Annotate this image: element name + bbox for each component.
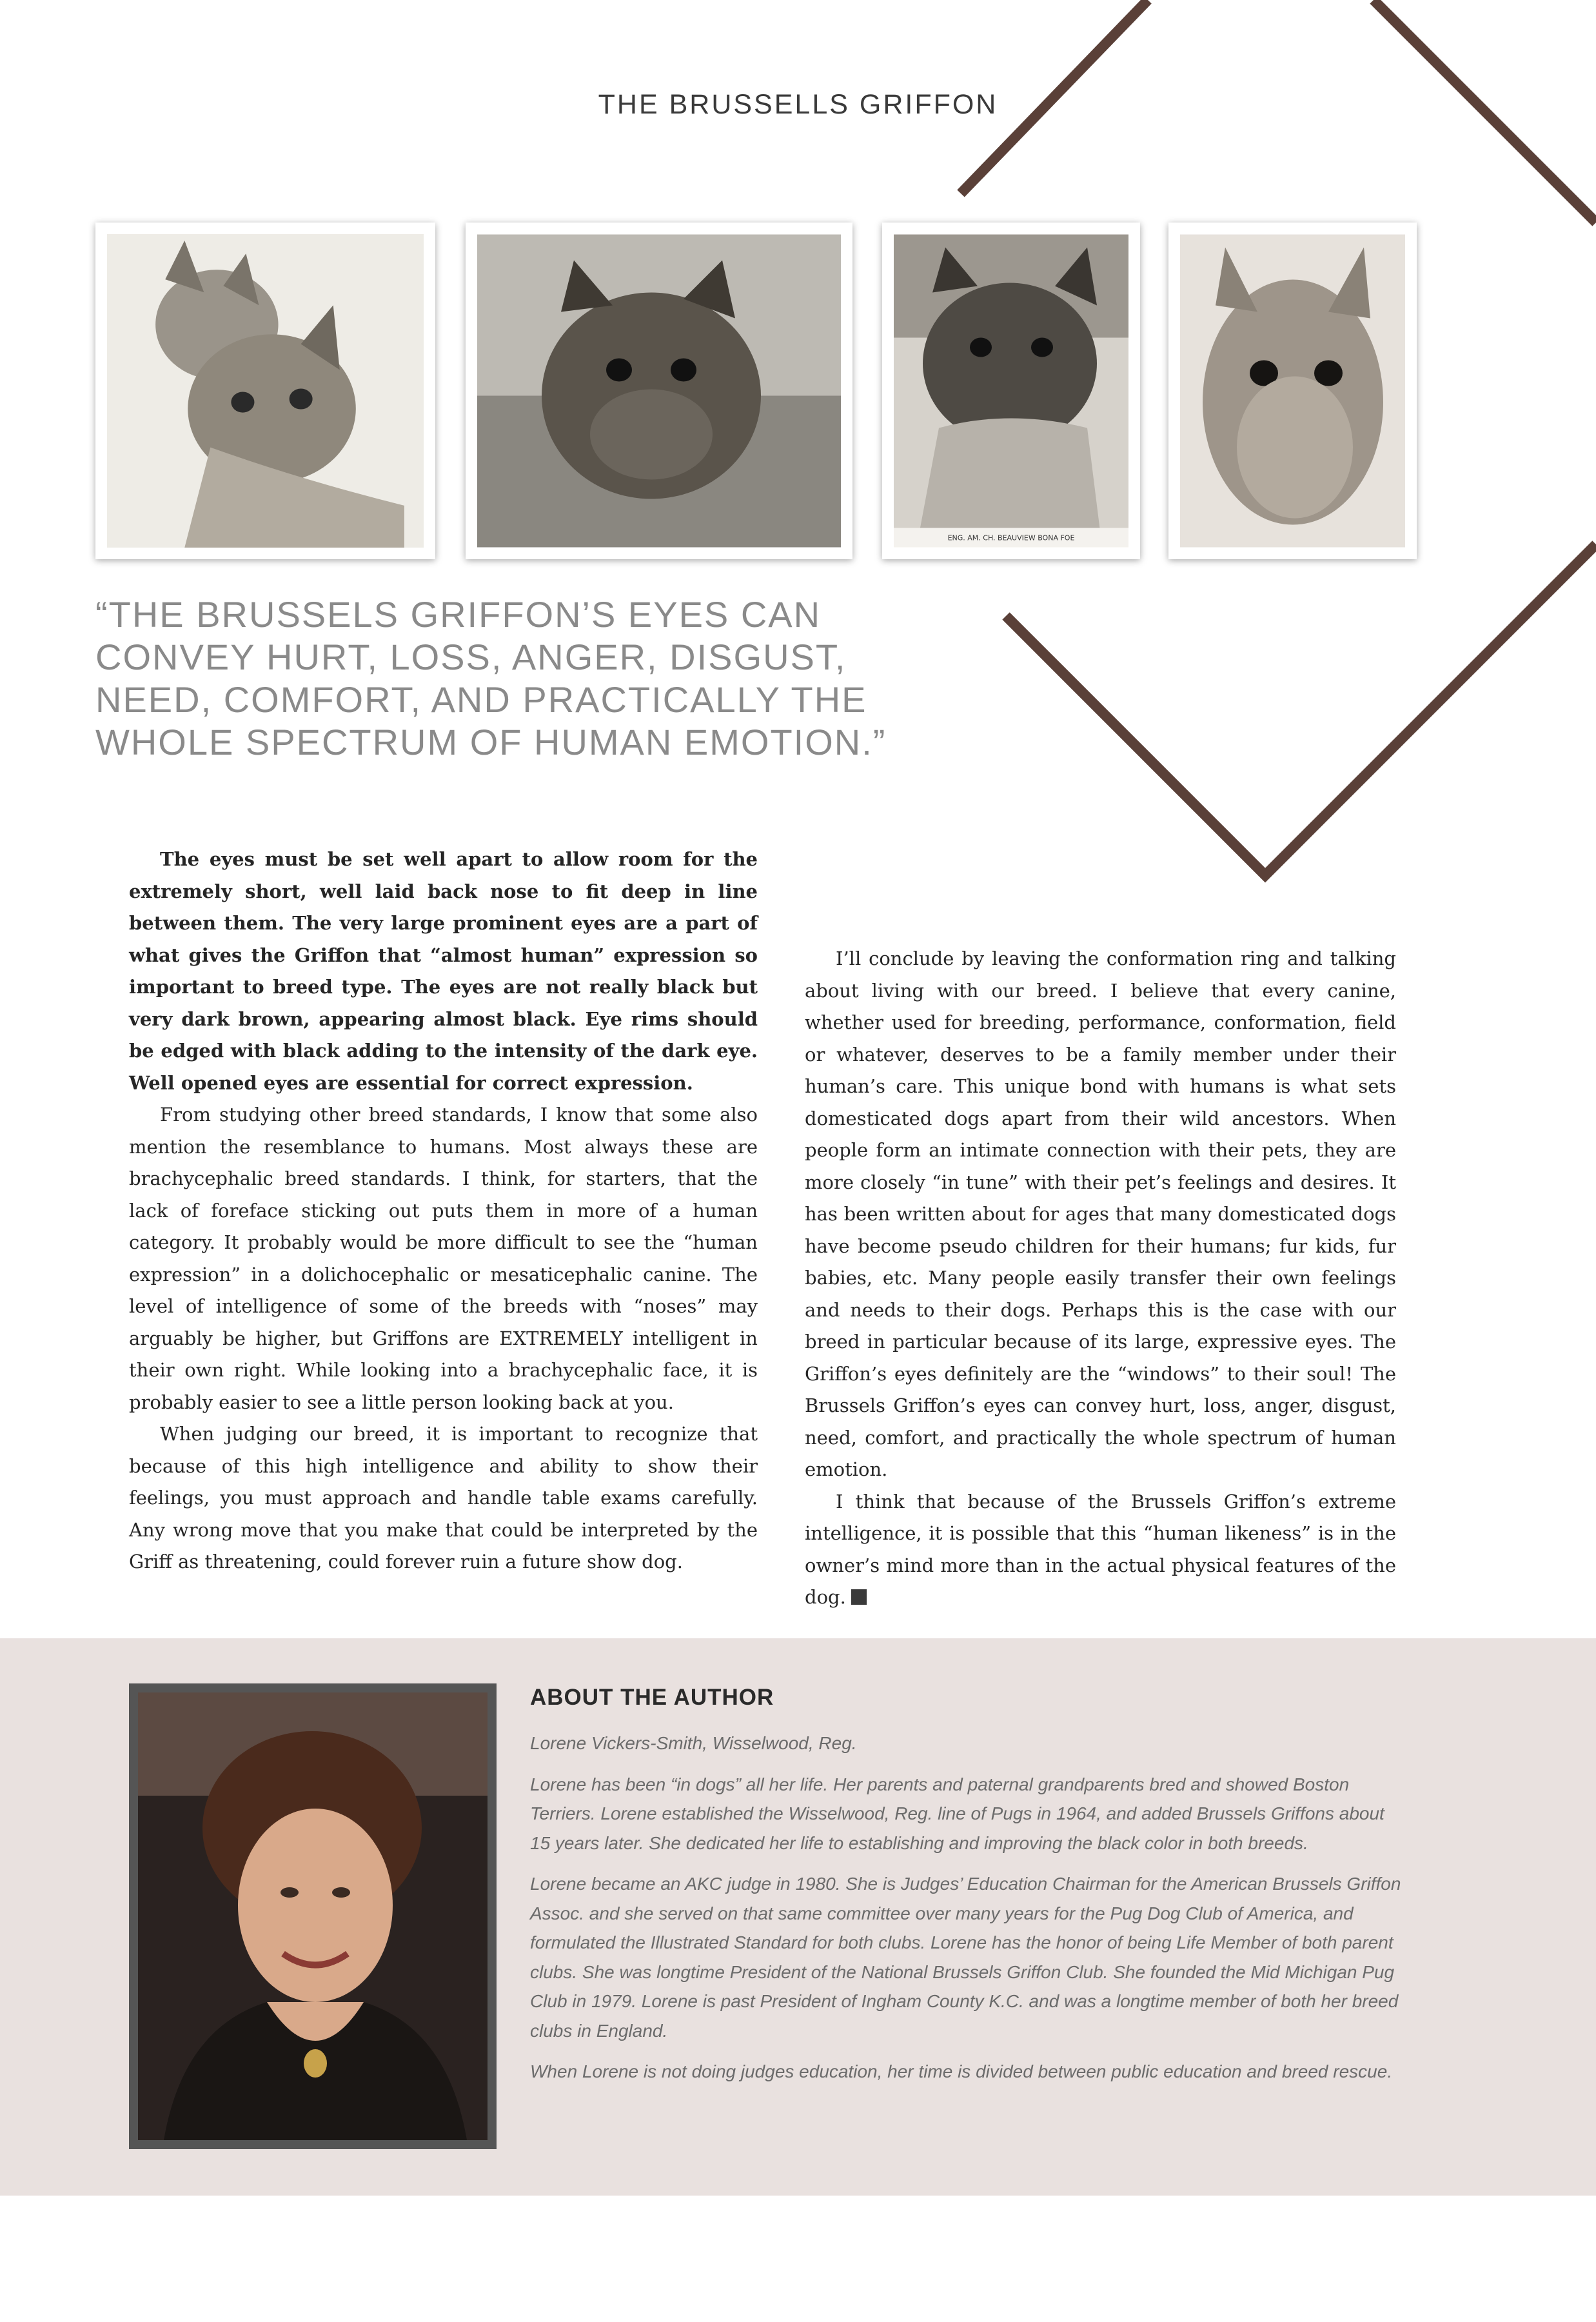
article-right-column <box>805 943 1396 1614</box>
author-paragraph: Lorene has been “in dogs” all her life. Her parents and paternal grandparents bred and showed Boston Terriers. Lorene established the Wisselwood, Reg. line of Pugs in 1964, and added Brussels Griffons about 15 years later. She dedicated her life to establishing and improving the black color in both breeds. <box>530 1774 1384 1853</box>
griffon-closeup-photo <box>1168 223 1417 559</box>
portrait-caption: ENG. AM. CH. BEAUVIEW BONA FOE <box>947 533 1075 542</box>
griffon-show-photo <box>466 223 852 559</box>
article-paragraph: The eyes must be set well apart to allow room for the extremely short, well laid back nose to fit deep in line between them. The very large prominent eyes are a part of what gives the Griffon that “almost human” expression so important to breed type. The eyes are not really black but very dark brown, appearing almost black. Eye rims should be edged with black adding to the intensity of the dark eye. Well opened eyes are essential for correct expression. <box>129 848 758 1094</box>
griffon-sketch-photo <box>95 223 435 559</box>
sketch-image <box>107 234 424 548</box>
closeup-image <box>1180 234 1405 548</box>
lower-v-line <box>1006 544 1596 875</box>
article-paragraph <box>805 1486 1396 1614</box>
closing-paragraph-text: I think that because of the Brussels Griffon’s extreme intelligence, it is possible that this “human likeness” is in the owner’s mind more than in the actual physical features of the dog. <box>805 1490 1396 1608</box>
author-bio <box>530 1685 1407 2098</box>
author-heading: ABOUT THE AUTHOR <box>530 1685 774 1710</box>
griffon-portrait-photo <box>882 223 1140 559</box>
end-of-article-square-icon <box>851 1589 867 1605</box>
author-photo <box>129 1683 497 2149</box>
article-paragraph: I’ll conclude by leaving the conformation ring and talking about living with our breed. I believe that every canine, whether used for breeding, performance, conformation, field or whatever, deserves to be a family member under their human’s care. This unique bond with humans is what sets domesticated dogs apart from their wild ancestors. When people form an intimate connection with their pets, they are more closely “in tune” with their pet’s feelings and desires. It has been written about for ages that many domesticated dogs have become pseudo children for their humans; fur kids, fur babies, etc. Many people easily transfer their own feelings and needs to their dogs. Perhaps this is the case with our breed in particular because of its large, expressive eyes. The Griffon’s eyes definitely are the “windows” to their soul! The Brussels Griffon’s eyes can convey hurt, loss, anger, disgust, need, comfort, and practically the whole spectrum of human emotion. <box>805 948 1396 1480</box>
article-paragraph: From studying other breed standards, I know that some also mention the resemblance to humans. Most always these are brachycephalic breed standards. I think, for starters, that the lack of foreface sticking out puts them in more of a human category. It probably would be more difficult to see the “human expression” in a dolichocephalic or mesaticephalic canine. The level of intelligence of some of the breeds with “noses” may arguably be higher, but Griffons are EXTREMELY intelligent in their own right. While looking into a brachycephalic face, it is probably easier to see a little person looking back at you. <box>129 1104 758 1413</box>
page-title: THE BRUSSELLS GRIFFON <box>598 89 998 120</box>
article-paragraph: When judging our breed, it is important to recognize that because of this high intelligence and ability to show their feelings, you must approach and handle table exams carefully. Any wrong move that you make that could be interpreted by the Griff as threatening, could forever ruin a future show dog. <box>129 1423 758 1573</box>
author-portrait-image <box>138 1692 488 2140</box>
author-paragraph: Lorene became an AKC judge in 1980. She is Judges’ Education Chairman for the American Brussels Griffon Assoc. and she served on that same committee over many years for the Pug Dog Club of America, and formulated the Illustrated Standard for both clubs. Lorene has the honor of being Life Member of both parent clubs. She was longtime President of the National Brussels Griffon Club. She founded the Mid Michigan Pug Club in 1979. Lorene is past President of Ingham County K.C. and was a longtime member of both her breed clubs in England. <box>530 1874 1401 2041</box>
portrait-image <box>894 234 1128 548</box>
pull-quote: “THE BRUSSELS GRIFFON’S EYES CAN CONVEY HURT, LOSS, ANGER, DISGUST, NEED, COMFORT, AND PRACTICALLY THE WHOLE SPECTRUM OF HUMAN EMOTION.” <box>95 594 887 762</box>
author-paragraph: When Lorene is not doing judges education, her time is divided between public education and breed rescue. <box>530 2061 1393 2081</box>
author-byline: Lorene Vickers-Smith, Wisselwood, Reg. <box>530 1733 857 1753</box>
article-left-column <box>129 844 758 1578</box>
show-image <box>477 234 841 548</box>
